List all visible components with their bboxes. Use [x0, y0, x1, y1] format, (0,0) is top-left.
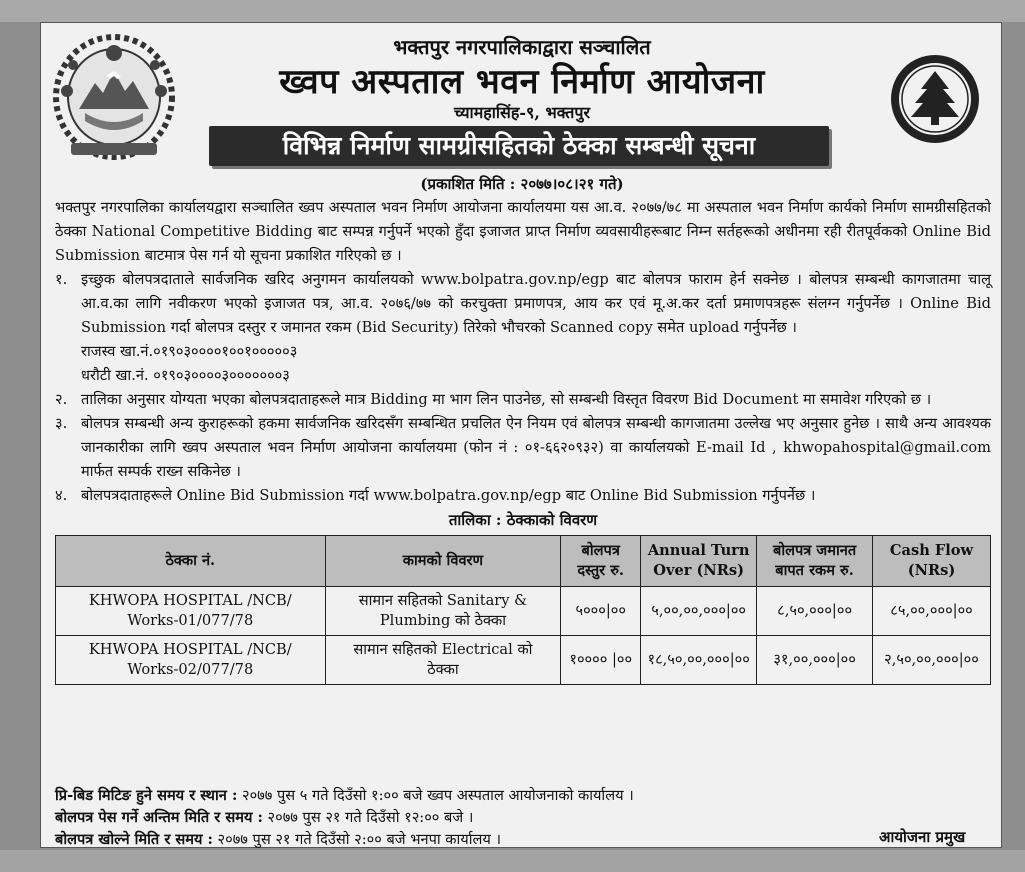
header-contract-no: ठेक्का नं.: [56, 536, 326, 587]
cell-description: सामान सहितको Sanitary & Plumbing को ठेक्का: [325, 587, 561, 636]
prebid-meeting: प्रि-बिड मिटिङ हुने समय र स्थान : २०७७ पुस ५ गते दिउँसो १:०० बजे ख्वप अस्पताल आयोजनाको कार्यालय ।: [55, 787, 634, 804]
publication-date: (प्रकाशित मिति : २०७७।०८।२१ गते): [420, 175, 624, 193]
item-number: ४.: [55, 487, 68, 504]
item-number: २.: [55, 391, 68, 408]
item-text: इच्छुक बोलपत्रदाताले सार्वजनिक खरिद अनुगमन कार्यालयको www.bolpatra.gov.np/egp बाट बोलपत्र फाराम हेर्न सक्नेछ । बोलपत्र सम्बन्धी कागजातमा चालू आ.व.का लागि नवीकरण भएको इजाजत पत्र, आ.व. २०७६/७७ को करचुक्ता प्रमाणपत्र, आय कर एवं मू.अ.कर दर्ता प्रमाणपत्रहरू संलग्न गर्नुपर्नेछ । Online Bid Submission गर्दा बोलपत्र दस्तुर र जमानत रकम (Bid Security) तिरेको भौचरको Scanned copy समेत upload गर्नुपर्नेछ ।: [81, 271, 991, 336]
schedule-block: [55, 785, 991, 851]
project-address: च्यामहासिंह-९, भक्तपुर: [453, 103, 591, 122]
intro-paragraph: भक्तपुर नगरपालिका कार्यालयद्वारा सञ्चालित ख्वप अस्पताल भवन निर्माण आयोजना कार्यालयमा यस आ.व. २०७७/७८ मा अस्पताल भवन निर्माण कार्यको निर्माण सामग्रीसहितको ठेक्का National Competitive Bidding बाट सम्पन्न गर्नुपर्ने भएको हुँदा इजाजत प्राप्त निर्माण व्यवसायीहरूबाट निम्न सर्तहरूको अधीनमा रही रीतपूर्वकको Online Bid Submission बाटमात्र पेस गर्न यो सूचना प्रकाशित गरिएको छ ।: [55, 199, 991, 264]
header-bid-security: बोलपत्र जमानत बापत रकम रु.: [757, 536, 873, 587]
adjacent-page-strip-top: [0, 0, 1025, 22]
header-turnover: Annual Turn Over (NRs): [641, 536, 757, 587]
table-row: [56, 636, 991, 685]
item-number: १.: [55, 271, 68, 288]
project-title: ख्वप अस्पताल भवन निर्माण आयोजना: [279, 62, 765, 102]
item-text: तालिका अनुसार योग्यता भएका बोलपत्रदाताहरूले मात्र Bidding मा भाग लिन पाउनेछ, सो सम्बन्धी विस्तृत विवरण Bid Document मा समावेश गरिएको छ ।: [81, 391, 932, 408]
cell-contract-no: KHWOPA HOSPITAL /NCB/ Works-01/077/78: [56, 587, 326, 636]
table-row: [56, 587, 991, 636]
cell-description: सामान सहितको Electrical को ठेक्का: [325, 636, 561, 685]
item-text: बोलपत्रदाताहरूले Online Bid Submission गर्दा www.bolpatra.gov.np/egp बाट Online Bid Submission गर्नुपर्नेछ ।: [81, 487, 816, 504]
header-fee: बोलपत्र दस्तुर रु.: [561, 536, 641, 587]
condition-item: [55, 484, 991, 508]
adjacent-page-strip-bottom: [0, 850, 1025, 872]
signature-title: आयोजना प्रमुख: [879, 828, 966, 846]
item-number: ३.: [55, 415, 68, 432]
revenue-account: राजस्व खा.नं.०१९०३००००१००१०००००३: [81, 343, 298, 360]
opening-time: बोलपत्र खोल्ने मिति र समय : २०७७ पुस २१ गते दिउँसो २:०० बजे भनपा कार्यालय ।: [55, 831, 502, 848]
notice-banner: विभिन्न निर्माण सामग्रीसहितको ठेक्का सम्बन्धी सूचना: [209, 126, 829, 166]
cell-cash-flow: २,५०,००,०००|००: [873, 636, 991, 685]
cell-cash-flow: ८५,००,०००|००: [873, 587, 991, 636]
submission-deadline: बोलपत्र पेस गर्ने अन्तिम मिति र समय : २०७७ पुस २१ गते दिउँसो १२:०० बजे ।: [55, 809, 474, 826]
condition-item: [55, 268, 991, 340]
cell-bid-security: ८,५०,०००|००: [757, 587, 873, 636]
cell-contract-no: KHWOPA HOSPITAL /NCB/ Works-02/077/78: [56, 636, 326, 685]
cell-turnover: ५,००,००,०००|००: [641, 587, 757, 636]
item-text: बोलपत्र सम्बन्धी अन्य कुराहरूको हकमा सार्वजनिक खरिदसँग सम्बन्धित प्रचलित ऐन नियम एवं बोलपत्र सम्बन्धी कागजातमा उल्लेख भए अनुसार हुनेछ । साथै अन्य आवश्यक जानकारीका लागि ख्वप अस्पताल भवन निर्माण आयोजना कार्यालयमा (फोन नं : ०१-६६२०९३२) वा कार्यालयको E-mail Id , khwopahospital@gmail.com मार्फत सम्पर्क राख्न सकिनेछ ।: [81, 415, 991, 480]
notice-body: [55, 196, 991, 685]
cell-turnover: १८,५०,००,०००|००: [641, 636, 757, 685]
condition-item: [55, 388, 991, 412]
condition-item: [55, 412, 991, 484]
header-description: कामको विवरण: [325, 536, 561, 587]
organizer-line: भक्तपुर नगरपालिकाद्वारा सञ्चालित: [393, 35, 651, 59]
cell-fee: १०००० |००: [561, 636, 641, 685]
cell-fee: ५०००|००: [561, 587, 641, 636]
table-title: तालिका : ठेक्काको विवरण: [448, 511, 598, 529]
cell-bid-security: ३१,००,०००|००: [757, 636, 873, 685]
table-header-row: [56, 536, 991, 587]
contract-table: [55, 535, 991, 685]
header-cash-flow: Cash Flow (NRs): [873, 536, 991, 587]
notice-sheet: [40, 22, 1002, 848]
deposit-account: धरौटी खा.नं. ०१९०३००००३०००००००३: [81, 367, 290, 384]
